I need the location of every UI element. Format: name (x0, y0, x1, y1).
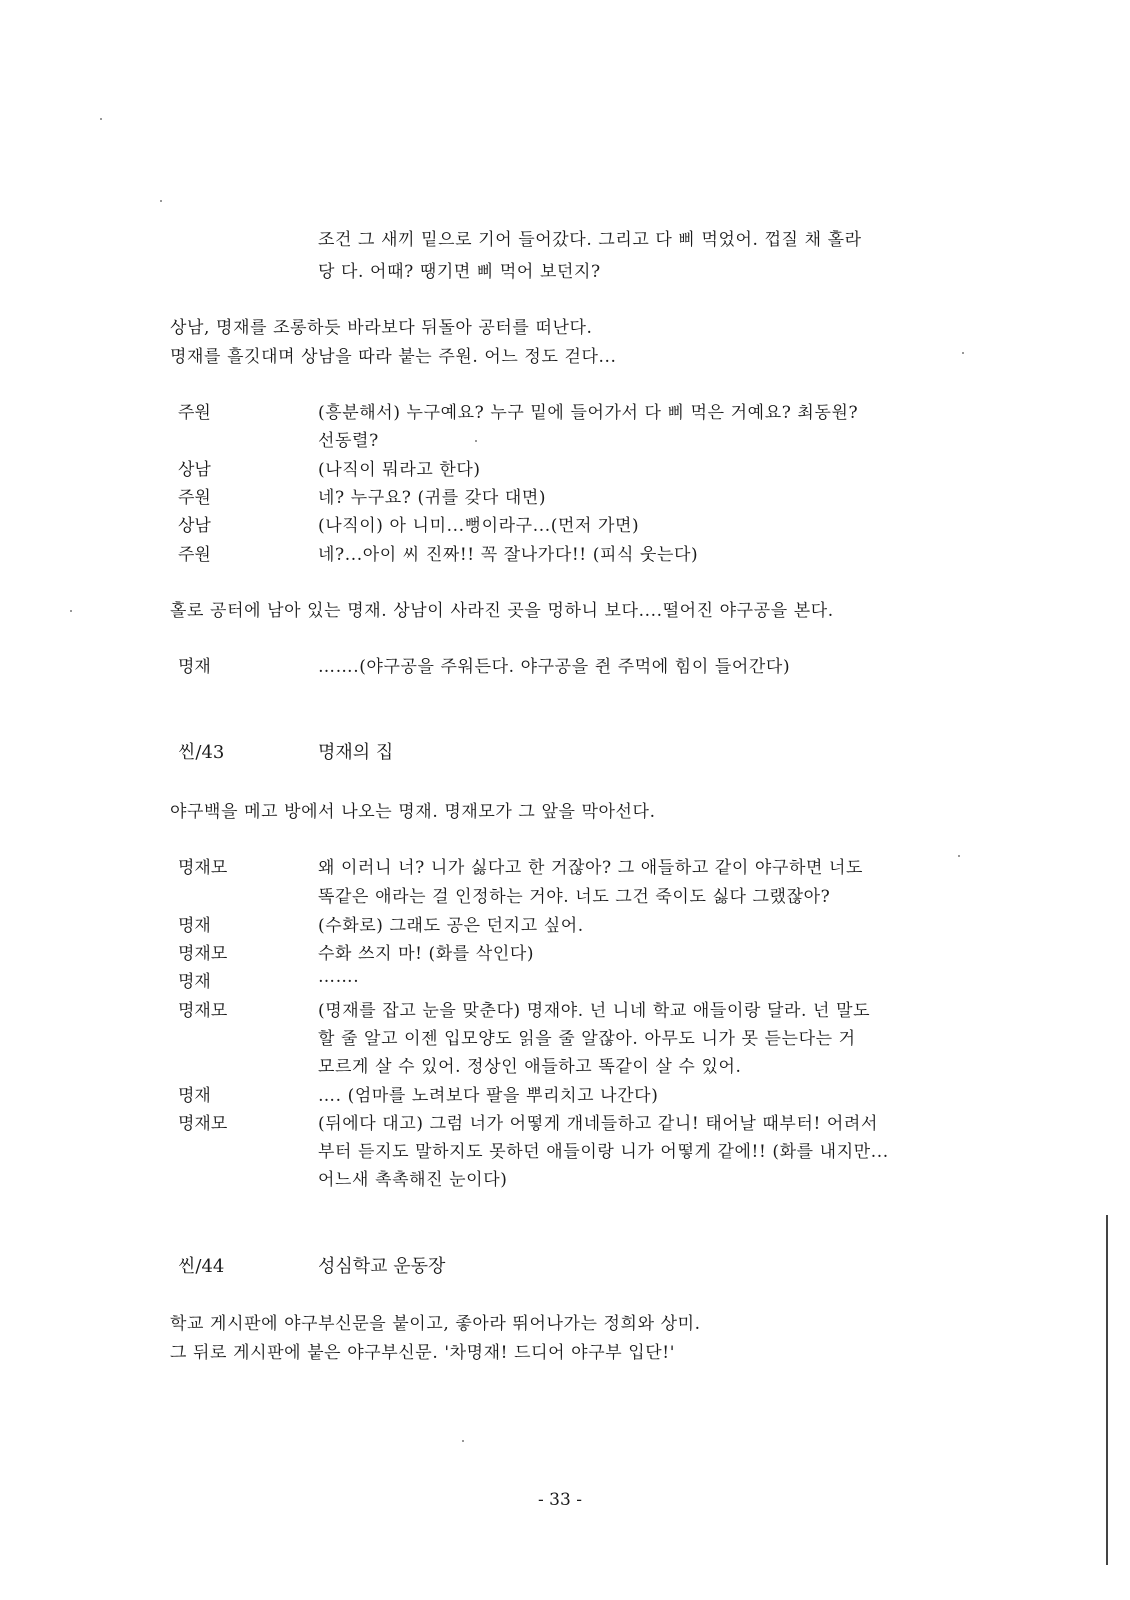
speaker: 명재 (178, 1086, 211, 1106)
dialogue-line: (뒤에다 대고) 그럼 너가 어떻게 개네들하고 같니! 태어날 때부터! 어려서 (318, 1114, 878, 1134)
scan-speck (70, 610, 72, 612)
speaker: 명재모 (178, 1114, 228, 1134)
dialogue-line: 네? 누구요? (귀를 갖다 대면) (318, 488, 547, 508)
action-line: 야구백을 메고 방에서 나오는 명재. 명재모가 그 앞을 막아선다. (170, 802, 656, 822)
dialogue-line: (흥분해서) 누구예요? 누구 밑에 들어가서 다 삐 먹은 거예요? 최동원? (318, 403, 859, 423)
dialogue-line: 네?...아이 씨 진짜!! 꼭 잘나가다!! (피식 웃는다) (318, 545, 699, 565)
dialogue-line: (나직이 뭐라고 한다) (318, 460, 481, 480)
dialogue-line: 어느새 촉촉해진 눈이다) (318, 1170, 508, 1190)
dialogue-line: 모르게 살 수 있어. 정상인 애들하고 똑같이 살 수 있어. (318, 1057, 742, 1077)
dialogue-line: 부터 듣지도 말하지도 못하던 애들이랑 니가 어떻게 같에!! (화를 내지만... (318, 1142, 889, 1162)
scene-location: 성심학교 운동장 (318, 1256, 446, 1277)
dialogue-line: …….(야구공을 주워든다. 야구공을 쥔 주먹에 힘이 들어간다) (318, 657, 791, 677)
dialogue-line: 수화 쓰지 마! (화를 삭인다) (318, 944, 535, 964)
scene-location: 명재의 집 (318, 742, 394, 763)
scan-speck (962, 352, 964, 354)
speaker: 명재모 (178, 858, 228, 878)
scene-number: 씬/43 (178, 742, 225, 763)
speaker: 명재모 (178, 944, 228, 964)
dialogue-line: 당 다. 어때? 땡기면 삐 먹어 보던지? (318, 262, 601, 282)
dialogue-line: ……. (318, 967, 360, 987)
speaker: 명재 (178, 657, 211, 677)
dialogue-line: (나직이) 아 니미...뻥이라구...(먼저 가면) (318, 516, 640, 536)
scene-number: 씬/44 (178, 1256, 225, 1277)
page-number: - 33 - (538, 1490, 582, 1510)
speaker: 주원 (178, 488, 211, 508)
action-line: 학교 게시판에 야구부신문을 붙이고, 좋아라 뛰어나가는 정희와 상미. (170, 1314, 701, 1334)
dialogue-line: …. (엄마를 노려보다 팔을 뿌리치고 나간다) (318, 1086, 659, 1106)
scan-speck (462, 1440, 464, 1442)
speaker: 상남 (178, 460, 211, 480)
speaker: 상남 (178, 516, 211, 536)
action-line: 그 뒤로 게시판에 붙은 야구부신문. '차명재! 드디어 야구부 입단!' (170, 1343, 675, 1363)
scan-edge-line (1106, 1215, 1108, 1565)
action-line: 상남, 명재를 조롱하듯 바라보다 뒤돌아 공터를 떠난다. (170, 318, 593, 338)
dialogue-line: 할 줄 알고 이젠 입모양도 읽을 줄 알잖아. 아무도 니가 못 듣는다는 거 (318, 1029, 856, 1049)
dialogue-line: 똑같은 애라는 걸 인정하는 거야. 너도 그건 죽이도 싫다 그랬잖아? (318, 887, 831, 907)
dialogue-line: 왜 이러니 너? 니가 싫다고 한 거잖아? 그 애들하고 같이 야구하면 너도 (318, 858, 864, 878)
dialogue-line: 조건 그 새끼 밑으로 기어 들어갔다. 그리고 다 삐 먹었어. 껍질 채 홀라 (318, 230, 862, 250)
scan-speck (160, 200, 162, 202)
speaker: 명재모 (178, 1001, 228, 1021)
speaker: 명재 (178, 972, 211, 992)
dialogue-line: 선동렬? (318, 431, 379, 451)
dialogue-line: (명재를 잡고 눈을 맞춘다) 명재야. 넌 니네 학교 애들이랑 달라. 넌 말도 (318, 1001, 871, 1021)
dialogue-line: (수화로) 그래도 공은 던지고 싶어. (318, 916, 584, 936)
scan-speck (100, 118, 102, 120)
action-line: 명재를 흘깃대며 상남을 따라 붙는 주원. 어느 정도 걷다... (170, 347, 617, 367)
speaker: 주원 (178, 403, 211, 423)
speaker: 주원 (178, 545, 211, 565)
speaker: 명재 (178, 916, 211, 936)
action-line: 홀로 공터에 남아 있는 명재. 상남이 사라진 곳을 멍하니 보다....떨어진 야구공을 본다. (170, 601, 834, 621)
scan-speck (958, 855, 960, 857)
scan-speck (475, 440, 477, 442)
